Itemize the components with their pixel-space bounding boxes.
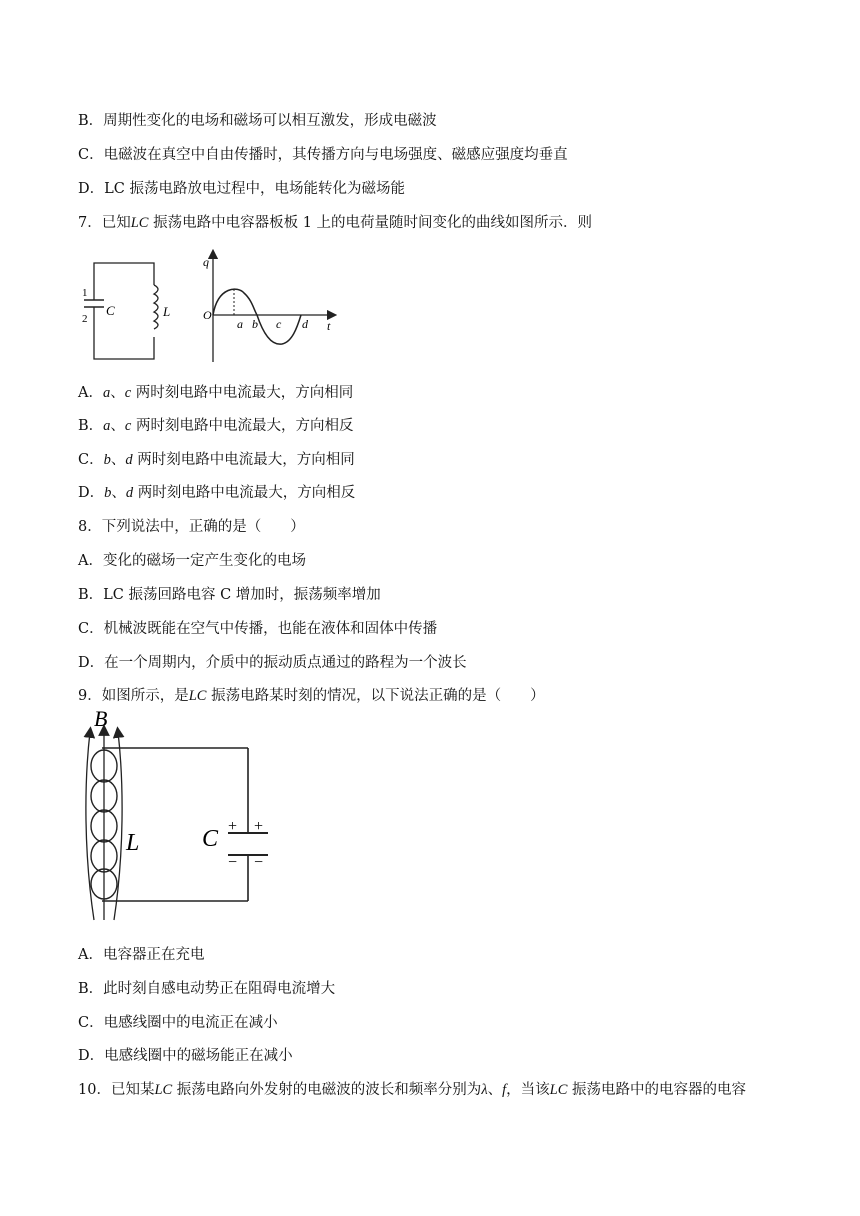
q9-plus-left: + [228,818,238,835]
q9-minus-left: − [228,854,238,871]
q7-origin-label: O [203,308,212,322]
q7-axis-q-label: q [203,255,209,269]
q9-inductor-label: L [126,830,140,856]
q7-stem: 7．已知LC 振荡电路中电容器板板 1 上的电荷量随时间变化的曲线如图所示．则 [78,215,593,231]
q9-option-a: A．电容器正在充电 [78,947,205,963]
q7-option-c: C．b、d 两时刻电路中电流最大，方向相同 [78,452,355,468]
q7-point-c-label: c [276,317,282,331]
q8-option-d: D．在一个周期内，介质中的振动质点通过的路程为一个波长 [78,655,467,671]
q7-axis-t-label: t [327,319,331,333]
q7-option-b: B．a、c 两时刻电路中电流最大，方向相反 [78,418,354,434]
q7-inductor-label: L [163,304,171,319]
q7-lc-circuit-figure [78,255,171,365]
q9-stem: 9．如图所示，是LC 振荡电路某时刻的情况，以下说法正确的是（ ） [78,688,545,704]
q7-point-b-label: b [252,317,258,331]
q7-option-a: A．a、c 两时刻电路中电流最大，方向相同 [78,385,354,401]
q9-option-d: D．电感线圈中的磁场能正在减小 [78,1048,293,1064]
q7-capacitor-label: C [106,303,115,318]
q9-plus-right: + [254,818,264,835]
q7-plate-2-label: 2 [82,313,88,325]
q8-stem: 8．下列说法中，正确的是（ ） [78,519,305,535]
q9-capacitor-label: C [202,826,219,852]
q10-stem: 10．已知某LC 振荡电路向外发射的电磁波的波长和频率分别为λ、f，当该LC 振荡电路中的电容器的电容 [78,1082,746,1098]
q6-option-c: C．电磁波在真空中自由传播时，其传播方向与电场强度、磁感应强度均垂直 [78,147,568,163]
q6-option-d: D．LC 振荡电路放电过程中，电场能转化为磁场能 [78,181,405,197]
q7-plate-1-label: 1 [82,287,88,299]
q7-charge-time-graph [200,248,340,366]
q9-option-b: B．此时刻自感电动势正在阻碍电流增大 [78,981,336,997]
q8-option-c: C．机械波既能在空气中传播，也能在液体和固体中传播 [78,621,438,637]
q6-option-b: B．周期性变化的电场和磁场可以相互激发，形成电磁波 [78,113,437,129]
q9-field-b-label: B [94,706,108,731]
q8-option-a: A．变化的磁场一定产生变化的电场 [78,553,306,569]
q7-point-d-label: d [302,317,308,331]
q7-point-a-label: a [237,317,243,331]
q7-option-d: D．b、d 两时刻电路中电流最大，方向相反 [78,485,356,501]
q8-option-b: B．LC 振荡回路电容 C 增加时，振荡频率增加 [78,587,381,603]
q9-option-c: C．电感线圈中的电流正在减小 [78,1015,278,1031]
q9-lc-circuit-figure [72,706,282,924]
q9-minus-right: − [254,854,264,871]
